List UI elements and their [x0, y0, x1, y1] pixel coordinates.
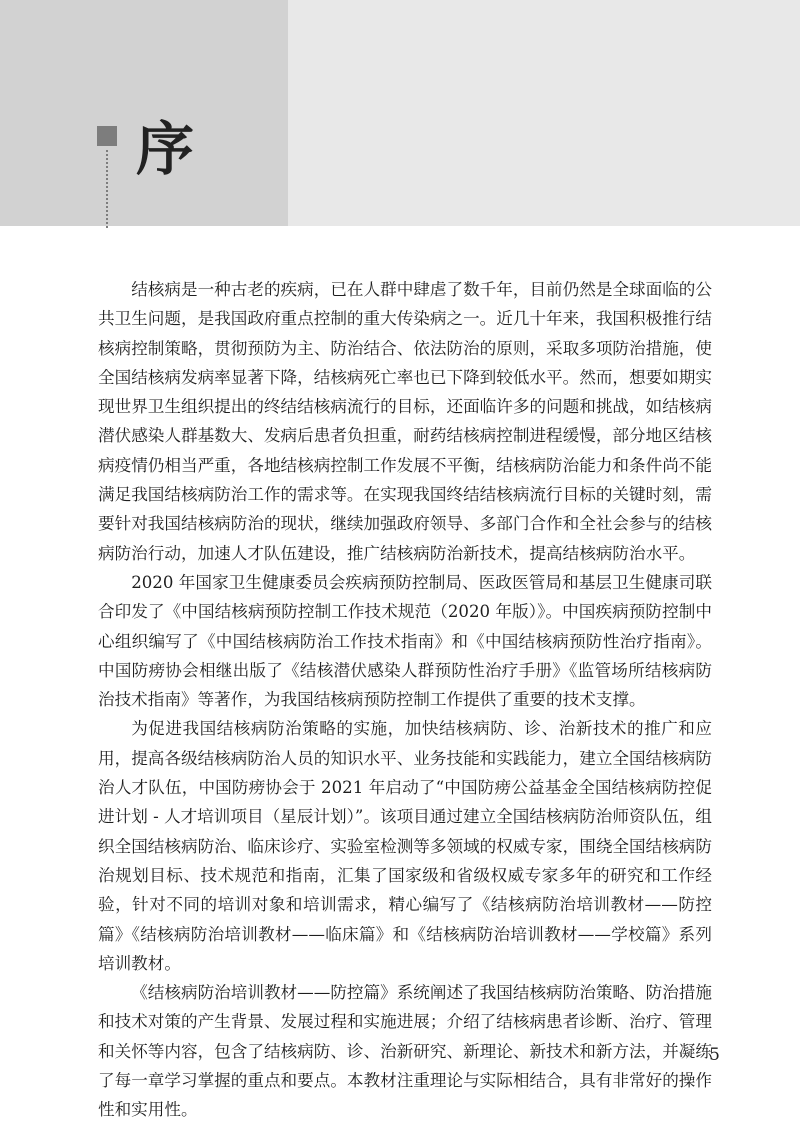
page-title: 序 [136, 115, 197, 183]
paragraph: 为促进我国结核病防治策略的实施，加快结核病防、诊、治新技术的推广和应用，提高各级结核病防治人员的知识水平、业务技能和实践能力，建立全国结核病防治人才队伍，中国防痨协会于 2021 年启动了“中国防痨公益基金全国结核病防控促进计划 - 人才培训项目（星辰计划）”。该项目通过建立全国结核病防治师资队伍，组织全国结核病防治、临床诊疗、实验室检测等多领域的权威专家，围绕全国结核病防治规划目标、技术规范和指南，汇集了国家级和省级权威专家多年的研究和工作经验，针对不同的培训对象和培训需求，精心编写了《结核病防治培训教材——防控篇》《结核病防治培训教材——临床篇》和《结核病防治培训教材——学校篇》系列培训教材。 [98, 719, 712, 973]
paragraph: 《结核病防治培训教材——防控篇》系统阐述了我国结核病防治策略、防治措施和技术对策的产生背景、发展过程和实施进展；介绍了结核病患者诊断、治疗、管理和关怀等内容，包含了结核病防、诊、治新研究、新理论、新技术和新方法，并凝练了每一章学习掌握的重点和要点。本教材注重理论与实际相结合，具有非常好的操作性和实用性。 [98, 983, 712, 1120]
paragraph: 结核病是一种古老的疾病，已在人群中肆虐了数千年，目前仍然是全球面临的公共卫生问题，是我国政府重点控制的重大传染病之一。近几十年来，我国积极推行结核病控制策略，贯彻预防为主、防治结合、依法防治的原则，采取多项防治措施，使全国结核病发病率显著下降，结核病死亡率也已下降到较低水平。然而，想要如期实现世界卫生组织提出的终结结核病流行的目标，还面临许多的问题和挑战，如结核病潜伏感染人群基数大、发病后患者负担重，耐药结核病控制进程缓慢，部分地区结核病疫情仍相当严重，各地结核病控制工作发展不平衡，结核病防治能力和条件尚不能满足我国结核病防治工作的需求等。在实现我国终结结核病流行目标的关键时刻，需要针对我国结核病防治的现状，继续加强政府领导、多部门合作和全社会参与的结核病防治行动，加速人才队伍建设，推广结核病防治新技术，提高结核病防治水平。 [98, 280, 712, 563]
header-band-light [288, 0, 800, 226]
page-number: 5 [709, 1045, 720, 1065]
paragraph: 2020 年国家卫生健康委员会疾病预防控制局、医政医管局和基层卫生健康司联合印发了《中国结核病预防控制工作技术规范（2020 年版）》。中国疾病预防控制中心组织编写了《中国结核病防治工作技术指南》和《中国结核病预防性治疗指南》。中国防痨协会相继出版了《结核潜伏感染人群预防性治疗手册》《监管场所结核病防治技术指南》等著作，为我国结核病预防控制工作提供了重要的技术支撑。 [98, 572, 712, 710]
body-text [98, 275, 712, 1125]
title-marker-dotted-line [106, 150, 108, 228]
header-band-dark [0, 0, 288, 226]
header-band [0, 0, 800, 226]
title-marker-square [97, 126, 117, 146]
